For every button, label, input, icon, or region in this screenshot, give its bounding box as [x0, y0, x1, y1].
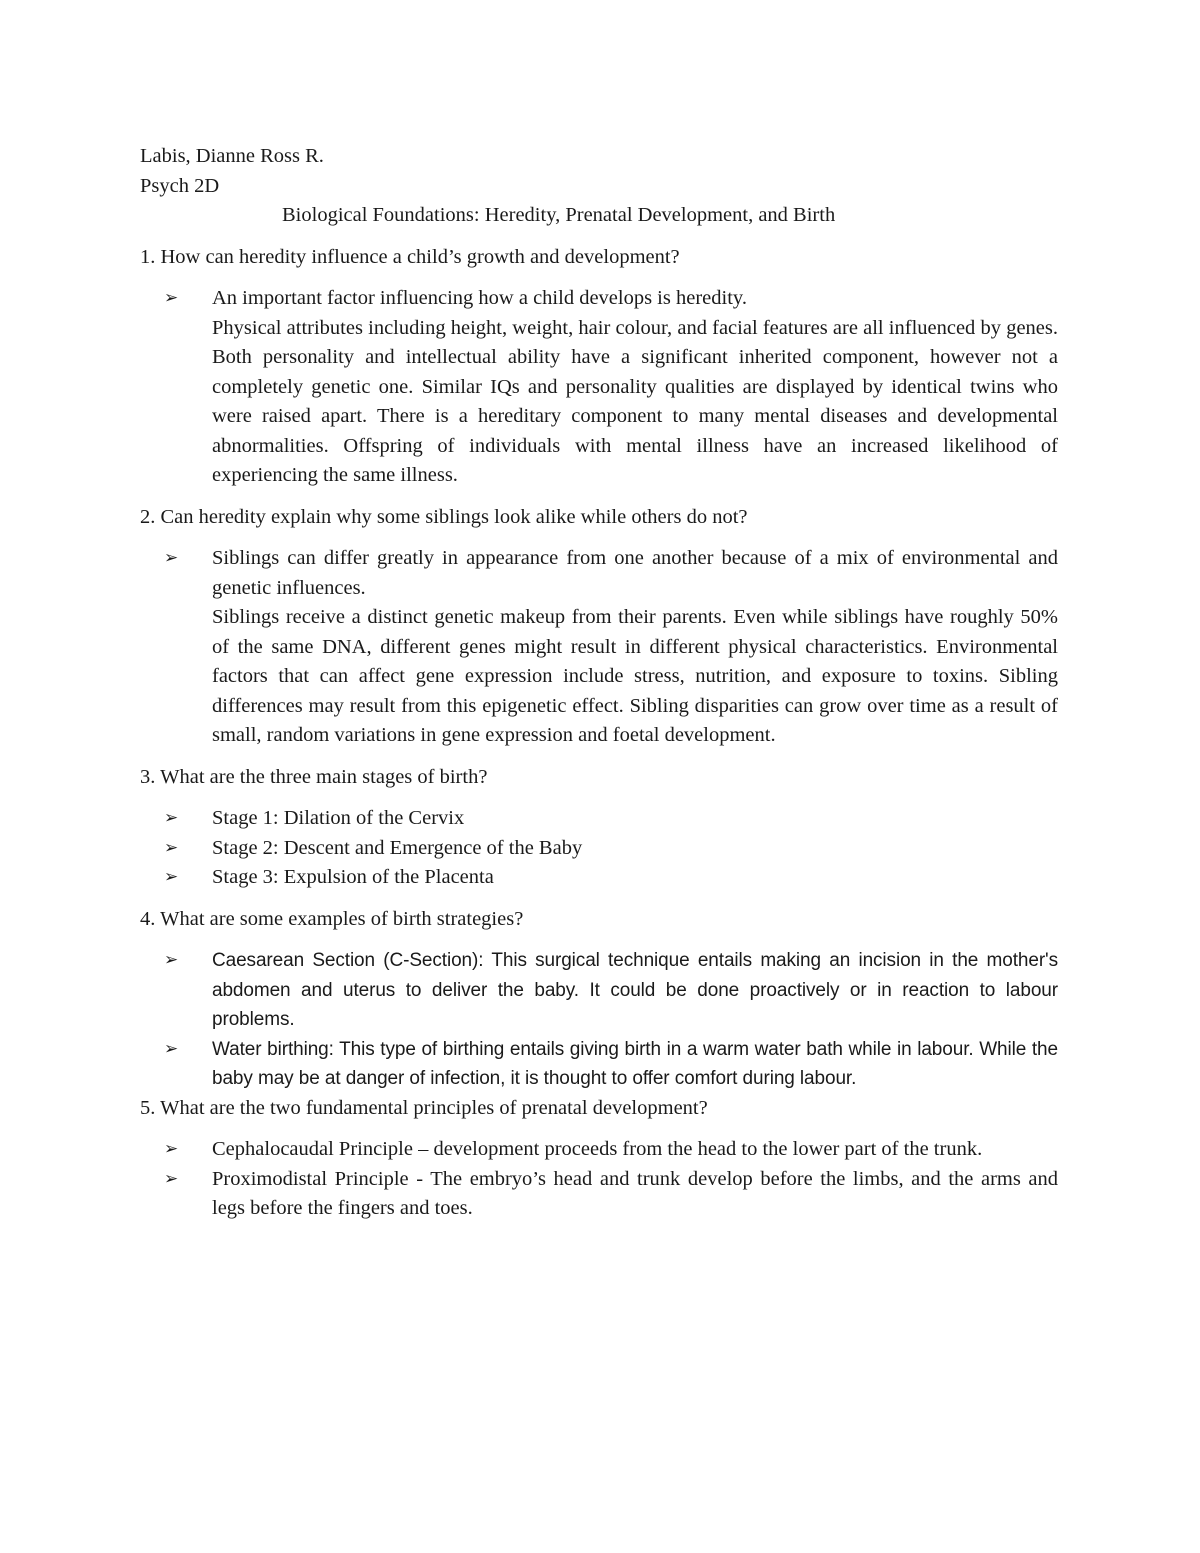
answer-item	[164, 804, 1058, 834]
answer-lead: Caesarean Section (C-Section): This surgical technique entails making an incision in the mother's abdomen and uterus to deliver the baby. It could be done proactively or in reaction to labour problems.	[212, 950, 1058, 1030]
answer-lead: Stage 3: Expulsion of the Placenta	[212, 866, 494, 888]
answer-item	[164, 1035, 1058, 1094]
arrow-bullet-icon: ➢	[164, 1139, 179, 1159]
arrow-bullet-icon: ➢	[164, 548, 179, 568]
answer-item	[164, 863, 1058, 893]
question-2: 2. Can heredity explain why some siblings look alike while others do not?	[140, 505, 748, 528]
answer-lead: Stage 1: Dilation of the Cervix	[212, 807, 465, 829]
question-1: 1. How can heredity influence a child’s growth and development?	[140, 245, 680, 268]
answer-item	[164, 834, 1058, 864]
answer-list-4	[140, 946, 1058, 1094]
answer-list-1	[140, 284, 1058, 491]
course-code: Psych 2D	[140, 174, 220, 197]
answer-body: Physical attributes including height, weight, hair colour, and facial features are all influenced by genes. Both personality and intellectual ability have a significant inherited component, however not a completely genetic one. Similar IQs and personality qualities are displayed by identical twins who were raised apart. There is a hereditary component to many mental diseases and developmental abnormalities. Offspring of individuals with mental illness have an increased likelihood of experiencing the same illness.	[212, 316, 1058, 486]
answer-item	[164, 1135, 1058, 1165]
arrow-bullet-icon: ➢	[164, 808, 179, 828]
author-name: Labis, Dianne Ross R.	[140, 145, 324, 167]
question-3: 3. What are the three main stages of birth?	[140, 765, 488, 788]
answer-lead: Stage 2: Descent and Emergence of the Baby	[212, 836, 583, 859]
arrow-bullet-icon: ➢	[164, 1168, 179, 1189]
arrow-bullet-icon: ➢	[164, 950, 179, 970]
answer-item	[164, 1165, 1058, 1224]
answer-item	[164, 284, 1058, 491]
answer-lead: Cephalocaudal Principle – development proceeds from the head to the lower part of the trunk.	[212, 1138, 983, 1160]
answer-list-2	[140, 544, 1058, 751]
arrow-bullet-icon: ➢	[164, 1038, 179, 1059]
document-title: Biological Foundations: Heredity, Prenatal Development, and Birth	[282, 204, 836, 226]
arrow-bullet-icon: ➢	[164, 867, 179, 887]
answer-lead: An important factor influencing how a child develops is heredity.	[212, 287, 747, 309]
document-content	[140, 142, 1058, 1236]
answer-item	[164, 946, 1058, 1035]
answer-body: Siblings receive a distinct genetic makeup from their parents. Even while siblings have roughly 50% of the same DNA, different genes might result in different physical characteristics. Environmental factors that can affect gene expression include stress, nutrition, and exposure to toxins. Sibling differences may result from this epigenetic effect. Sibling disparities can grow over time as a result of small, random variations in gene expression and foetal development.	[212, 606, 1058, 746]
arrow-bullet-icon: ➢	[164, 288, 179, 308]
answer-list-5	[140, 1135, 1058, 1224]
answer-lead: Proximodistal Principle - The embryo’s head and trunk develop before the limbs, and the arms and legs before the fingers and toes.	[212, 1167, 1058, 1219]
answer-lead: Water birthing: This type of birthing entails giving birth in a warm water bath while in labour. While the baby may be at danger of infection, it is thought to offer comfort during labour.	[212, 1038, 1058, 1089]
arrow-bullet-icon: ➢	[164, 837, 179, 858]
question-5: 5. What are the two fundamental principles of prenatal development?	[140, 1096, 708, 1119]
answer-lead: Siblings can differ greatly in appearance from one another because of a mix of environmental and genetic influences.	[212, 547, 1058, 599]
answer-list-3	[140, 804, 1058, 893]
answer-item	[164, 544, 1058, 751]
question-4: 4. What are some examples of birth strategies?	[140, 907, 524, 930]
